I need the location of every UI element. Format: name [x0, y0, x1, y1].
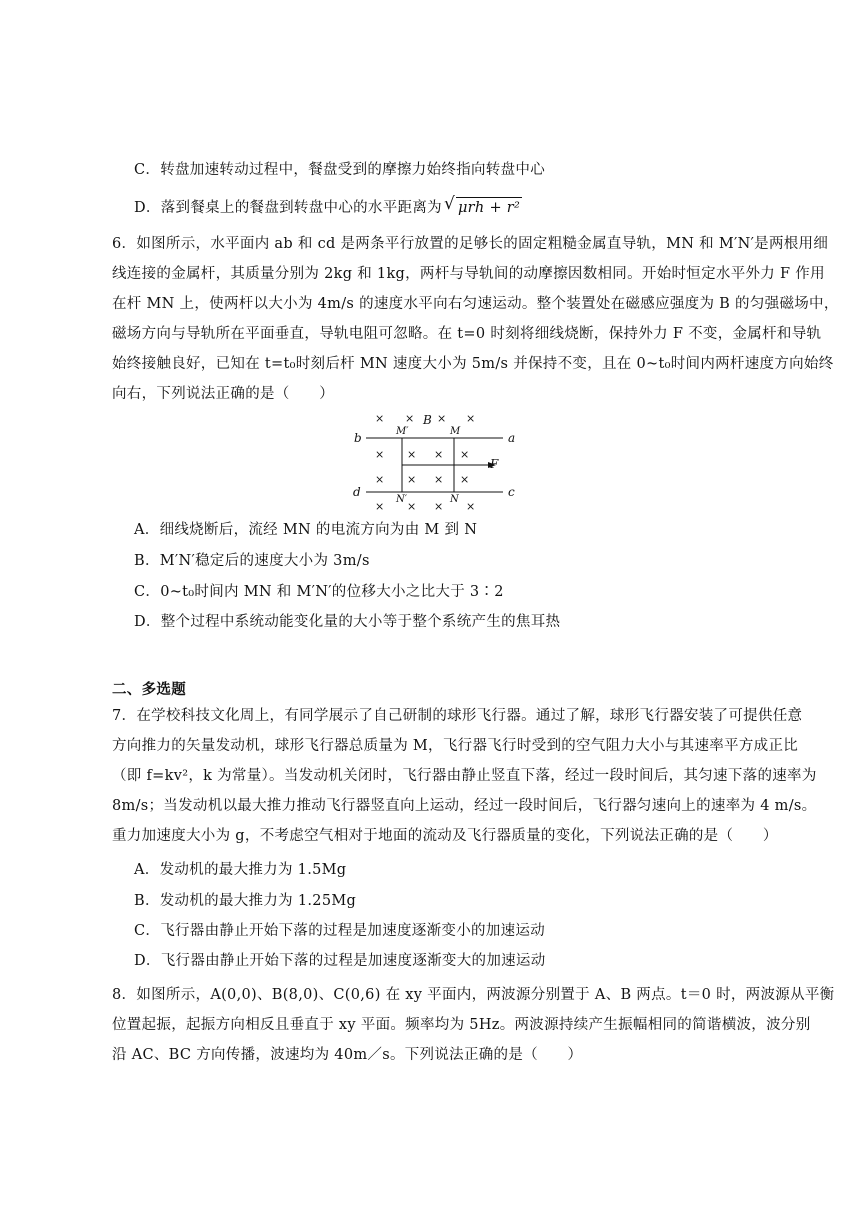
field-cross: × — [466, 412, 476, 425]
field-cross: × — [405, 412, 415, 425]
field-cross: × — [434, 500, 444, 513]
field-cross: × — [407, 448, 417, 461]
q5-option-c: C．转盘加速转动过程中，餐盘受到的摩擦力始终指向转盘中心 — [134, 162, 545, 178]
label-n-prime: N′ — [396, 494, 408, 505]
q5-option-d-text: D．落到餐桌上的餐盘到转盘中心的水平距离为 — [134, 200, 442, 216]
field-cross: × — [460, 448, 470, 461]
q6-line-4: 磁场方向与导轨所在平面垂直，导轨电阻可忽略。在 t=0 时刻将细线烧断，保持外力 F 不变，金属杆和导轨 — [112, 326, 822, 342]
q7-line-3: （即 f=kv²，k 为常量）。当发动机关闭时，飞行器由静止竖直下落，经过一段时间后，其匀速下落的速率为 — [112, 768, 817, 784]
sqrt-expression: μrh + r² — [456, 197, 522, 218]
label-a: a — [508, 431, 516, 445]
q6-option-d: D．整个过程中系统动能变化量的大小等于整个系统产生的焦耳热 — [134, 614, 561, 630]
sqrt-formula — [443, 194, 522, 218]
label-b: b — [354, 431, 362, 445]
q6-line-2: 线连接的金属杆，其质量分别为 2kg 和 1kg，两杆与导轨间的动摩擦因数相同。开始时恒定水平外力 F 作用 — [112, 266, 825, 282]
label-field-b: B — [423, 413, 432, 427]
field-cross: × — [407, 500, 417, 513]
label-d: d — [353, 485, 361, 499]
q6-line-5: 始终接触良好，已知在 t=t₀时刻后杆 MN 速度大小为 5m/s 并保持不变，且在 0~t₀时间内两杆速度方向始终 — [112, 356, 834, 372]
q8-line-1: 8．如图所示，A(0,0)、B(8,0)、C(0,6) 在 xy 平面内，两波源分别置于 A、B 两点。t＝0 时，两波源从平衡 — [112, 987, 835, 1003]
q6-option-a: A．细线烧断后，流经 MN 的电流方向为由 M 到 N — [134, 522, 478, 538]
q7-line-1: 7．在学校科技文化周上，有同学展示了自己研制的球形飞行器。通过了解，球形飞行器安装了可提供任意 — [112, 708, 803, 724]
field-cross: × — [437, 412, 447, 425]
field-cross: × — [460, 473, 470, 486]
q8-line-3: 沿 AC、BC 方向传播，波速均为 40m／s。下列说法正确的是（ ） — [112, 1047, 583, 1063]
q7-option-d: D．飞行器由静止开始下落的过程是加速度逐渐变大的加速运动 — [134, 953, 546, 969]
field-cross: × — [375, 412, 385, 425]
q6-line-6: 向右，下列说法正确的是（ ） — [112, 386, 334, 402]
section-title: 二、多选题 — [112, 681, 186, 698]
q5-option-d — [134, 194, 522, 218]
q8-line-2: 位置起振，起振方向相反且垂直于 xy 平面。频率均为 5Hz。两波源持续产生振幅相同的简谐横波，波分别 — [112, 1017, 811, 1033]
label-m: M — [450, 426, 461, 437]
q6-option-b: B．M′N′稳定后的速度大小为 3m/s — [134, 553, 370, 569]
label-force: F — [490, 457, 499, 471]
sqrt-icon: √ — [443, 194, 456, 214]
label-n: N — [450, 494, 459, 505]
q7-option-b: B．发动机的最大推力为 1.25Mg — [134, 893, 357, 909]
q7-line-2: 方向推力的矢量发动机，球形飞行器总质量为 M，飞行器飞行时受到的空气阻力大小与其速率平方成正比 — [112, 738, 799, 754]
q7-line-5: 重力加速度大小为 g，不考虑空气相对于地面的流动及飞行器质量的变化，下列说法正确的是（ ） — [112, 828, 778, 844]
q6-line-1: 6．如图所示，水平面内 ab 和 cd 是两条平行放置的足够长的固定粗糙金属直导轨，MN 和 M′N′是两根用细 — [112, 236, 829, 252]
q6-option-c: C．0~t₀时间内 MN 和 M′N′的位移大小之比大于 3∶2 — [134, 584, 504, 600]
q7-option-a: A．发动机的最大推力为 1.5Mg — [134, 862, 347, 878]
field-cross: × — [434, 473, 444, 486]
magnetic-rail-diagram — [350, 408, 530, 516]
field-cross: × — [375, 473, 385, 486]
label-m-prime: M′ — [396, 426, 409, 437]
field-cross: × — [375, 448, 385, 461]
field-cross: × — [407, 473, 417, 486]
label-c: c — [508, 485, 515, 499]
field-cross: × — [466, 500, 476, 513]
field-cross: × — [434, 448, 444, 461]
field-cross: × — [375, 500, 385, 513]
q7-line-4: 8m/s；当发动机以最大推力推动飞行器竖直向上运动，经过一段时间后，飞行器匀速向上的速率为 4 m/s。 — [112, 798, 817, 814]
q6-line-3: 在杆 MN 上，使两杆以大小为 4m/s 的速度水平向右匀速运动。整个装置处在磁感应强度为 B 的匀强磁场中， — [112, 296, 839, 312]
q7-option-c: C．飞行器由静止开始下落的过程是加速度逐渐变小的加速运动 — [134, 923, 545, 939]
